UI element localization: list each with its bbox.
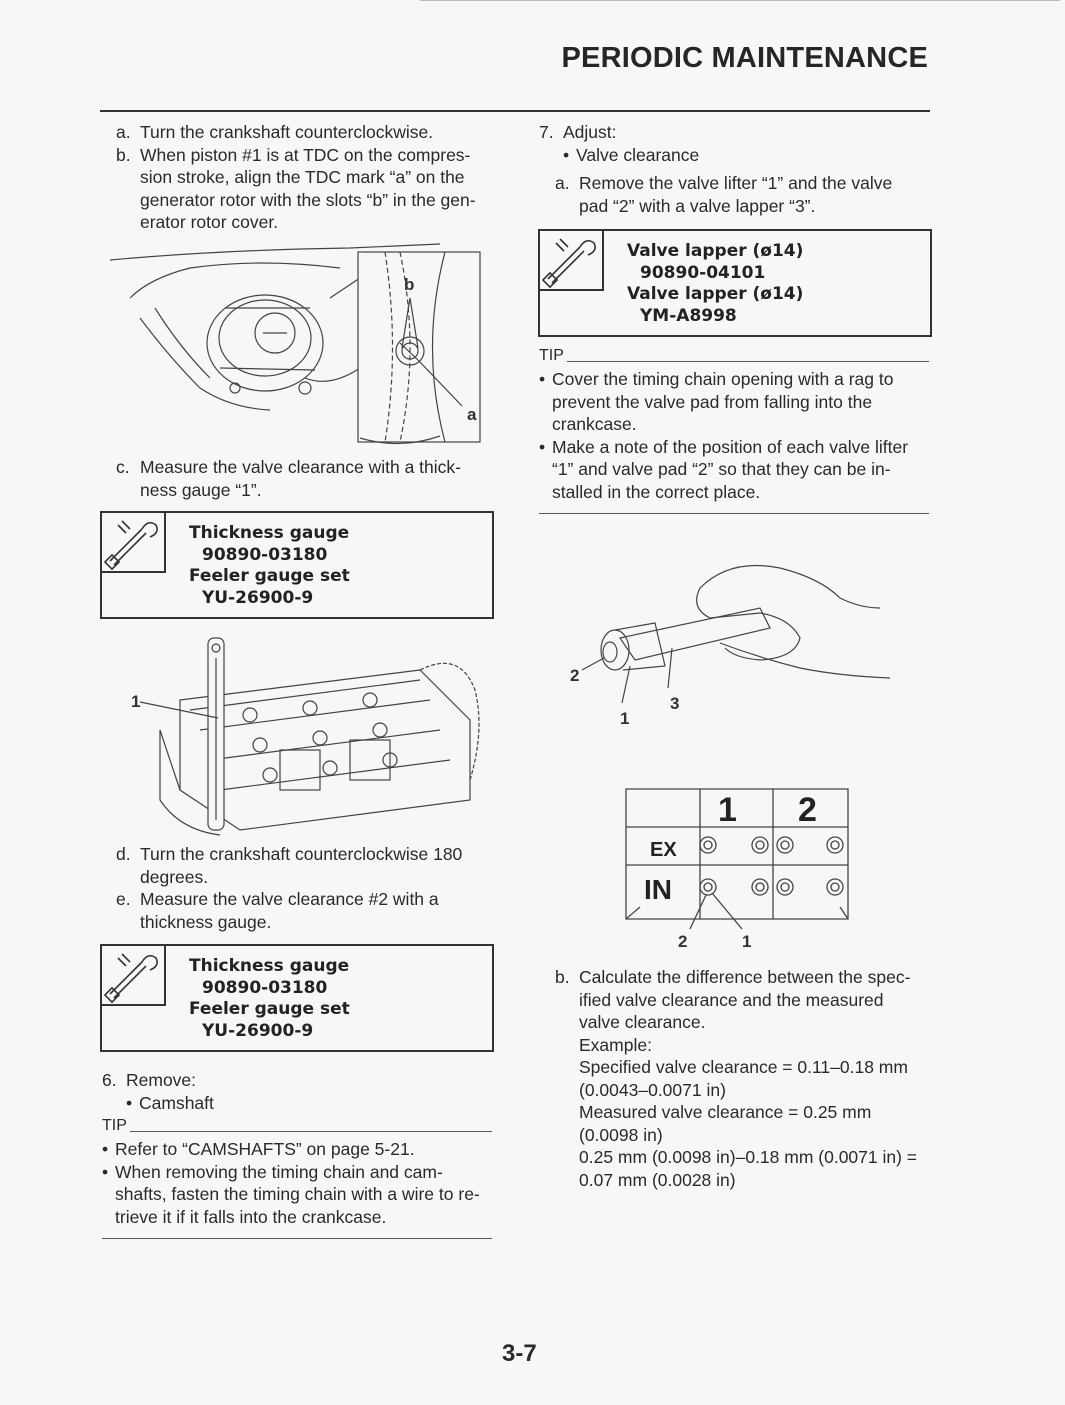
tool-name: Feeler gauge set bbox=[189, 566, 350, 586]
bullet-line: “1” and valve pad “2” so that they can be in- bbox=[552, 459, 891, 479]
bullet-line: When removing the timing chain and cam- bbox=[115, 1161, 443, 1182]
step-7-item bbox=[539, 121, 929, 166]
generator-rotor-figure bbox=[100, 238, 490, 460]
tip-bullets bbox=[539, 368, 929, 503]
step-7 bbox=[539, 121, 929, 166]
step-label: e. bbox=[116, 889, 131, 909]
fig1-label-a: a bbox=[467, 405, 477, 424]
step-line: thickness gauge. bbox=[140, 911, 272, 932]
tip-bullet bbox=[539, 436, 929, 504]
tool-number: YM-A8998 bbox=[640, 305, 737, 326]
step-line: pad “2” with a valve lapper “3”. bbox=[579, 195, 816, 216]
step-line: Measure the valve clearance #2 with a bbox=[140, 889, 439, 909]
step-line: erator rotor cover. bbox=[140, 212, 279, 232]
bullet-line: Make a note of the position of each valve lifter bbox=[552, 436, 909, 457]
fig2-label-1: 1 bbox=[131, 692, 141, 711]
page-title: PERIODIC MAINTENANCE bbox=[561, 42, 928, 74]
step-b-right bbox=[555, 966, 945, 1191]
steps-a-b bbox=[116, 121, 496, 234]
step-line: generator rotor with the slots “b” in the gen- bbox=[140, 189, 476, 210]
tip-end-rule bbox=[102, 1238, 492, 1239]
tip-heading: TIP bbox=[539, 347, 564, 364]
step-line: Calculate the difference between the spec- bbox=[579, 967, 911, 987]
step-line: Specified valve clearance = 0.11–0.18 mm bbox=[579, 1057, 908, 1077]
special-tool-box bbox=[538, 229, 932, 337]
step-line: Remove the valve lifter “1” and the valve bbox=[579, 173, 893, 193]
tip-bullets bbox=[102, 1138, 492, 1228]
bullet-dot: • bbox=[539, 369, 546, 389]
tip-section-right bbox=[539, 347, 929, 503]
step-line: Measure the valve clearance with a thick- bbox=[140, 457, 461, 477]
special-tool-icon bbox=[102, 946, 166, 1006]
step-label: 6. bbox=[102, 1070, 117, 1090]
special-tool-box bbox=[100, 511, 494, 619]
bullet-dot: • bbox=[126, 1092, 133, 1113]
tool-number: 90890-03180 bbox=[202, 977, 328, 998]
tool-lines bbox=[189, 523, 350, 609]
bullet-dot: • bbox=[102, 1161, 109, 1182]
step-a-item bbox=[555, 172, 935, 217]
tool-name: Valve lapper (ø14) bbox=[627, 241, 804, 261]
top-edge-line bbox=[420, 0, 1060, 1]
tool-number: 90890-03180 bbox=[202, 544, 328, 565]
step-label: c. bbox=[116, 457, 130, 477]
fig4-label-1: 1 bbox=[742, 932, 752, 951]
step-label: 7. bbox=[539, 122, 554, 142]
step-a-right bbox=[555, 172, 935, 217]
bullet-line: Refer to “CAMSHAFTS” on page 5-21. bbox=[115, 1139, 415, 1159]
tool-number: YU-26900-9 bbox=[202, 587, 314, 608]
bullet-line: Cover the timing chain opening with a rag to bbox=[552, 369, 894, 389]
bullet-dot: • bbox=[102, 1139, 109, 1159]
tip-bullet bbox=[539, 368, 929, 436]
step-line: ness gauge “1”. bbox=[140, 479, 262, 500]
step-line: When piston #1 is at TDC on the compres- bbox=[140, 144, 471, 165]
step-text: Remove: bbox=[126, 1070, 197, 1090]
step-text: Turn the crankshaft counterclockwise. bbox=[140, 122, 434, 142]
tip-bullet bbox=[102, 1161, 492, 1229]
cylinder-head-figure bbox=[120, 630, 490, 840]
step-6 bbox=[102, 1069, 492, 1114]
step-b bbox=[116, 144, 496, 234]
tip-bullet bbox=[102, 1138, 492, 1161]
tip-heading: TIP bbox=[102, 1117, 127, 1134]
bullet-line: prevent the valve pad from falling into the bbox=[552, 391, 873, 412]
step-line: Measured valve clearance = 0.25 mm bbox=[579, 1102, 872, 1122]
fig3-label-1: 1 bbox=[620, 709, 630, 728]
valve-lapper-figure bbox=[560, 548, 900, 738]
step-line: ified valve clearance and the measured bbox=[579, 989, 884, 1010]
step-line: (0.0098 in) bbox=[579, 1124, 663, 1145]
bullet-line: trieve it if it falls into the crankcase. bbox=[115, 1206, 387, 1227]
tip-rule bbox=[130, 1131, 492, 1132]
step-line: 0.25 mm (0.0098 in)–0.18 mm (0.0071 in) = bbox=[579, 1147, 918, 1167]
bullet-line: stalled in the correct place. bbox=[552, 481, 761, 502]
bullet-text: Valve clearance bbox=[576, 144, 700, 165]
bullet-dot: • bbox=[539, 436, 546, 457]
fig4-ex: EX bbox=[650, 839, 677, 861]
step-label: b. bbox=[555, 967, 570, 987]
tool-number: YU-26900-9 bbox=[202, 1020, 314, 1041]
step-label: b. bbox=[116, 144, 131, 165]
step-text: Adjust: bbox=[563, 122, 617, 142]
steps-d-e bbox=[116, 843, 496, 933]
step-line: sion stroke, align the TDC mark “a” on the bbox=[140, 167, 465, 187]
header-rule bbox=[100, 110, 930, 112]
tip-section-left bbox=[102, 1117, 492, 1228]
special-tool-icon bbox=[102, 513, 166, 573]
step-label: a. bbox=[555, 173, 570, 193]
step-d bbox=[116, 843, 496, 888]
bullet-text: Camshaft bbox=[139, 1092, 214, 1113]
bullet-line: crankcase. bbox=[552, 414, 637, 434]
fig4-in: IN bbox=[644, 874, 672, 905]
step-c bbox=[116, 456, 496, 501]
step-label: a. bbox=[116, 122, 131, 142]
step-line: valve clearance. bbox=[579, 1012, 706, 1032]
step-line: (0.0043–0.0071 in) bbox=[579, 1079, 726, 1100]
step-e bbox=[116, 888, 496, 933]
tool-lines bbox=[627, 241, 803, 327]
valve-position-figure bbox=[620, 783, 860, 953]
step-line: Turn the crankshaft counterclockwise 180 bbox=[140, 844, 463, 864]
tool-number: 90890-04101 bbox=[640, 262, 766, 283]
fig4-col-2: 2 bbox=[798, 791, 817, 829]
page-number: 3-7 bbox=[502, 1340, 537, 1367]
tip-rule bbox=[567, 361, 929, 362]
tool-name: Valve lapper (ø14) bbox=[627, 284, 804, 304]
step-label: d. bbox=[116, 844, 131, 864]
tool-name: Feeler gauge set bbox=[189, 999, 350, 1019]
step-bullet bbox=[126, 1092, 492, 1115]
step-bullet bbox=[563, 144, 929, 167]
step-line: 0.07 mm (0.0028 in) bbox=[579, 1169, 736, 1190]
fig3-label-2: 2 bbox=[570, 666, 580, 685]
tip-end-rule bbox=[539, 513, 929, 514]
bullet-line: shafts, fasten the timing chain with a wire to re- bbox=[115, 1184, 480, 1204]
tool-name: Thickness gauge bbox=[189, 523, 350, 543]
fig3-label-3: 3 bbox=[670, 694, 680, 713]
step-6-item bbox=[102, 1069, 492, 1114]
tool-lines bbox=[189, 956, 350, 1042]
step-line: degrees. bbox=[140, 866, 209, 887]
fig4-label-2: 2 bbox=[678, 932, 688, 951]
special-tool-box bbox=[100, 944, 494, 1052]
bullet-dot: • bbox=[563, 144, 570, 165]
step-line: Example: bbox=[579, 1034, 652, 1055]
step-c-item bbox=[116, 456, 496, 501]
special-tool-icon bbox=[540, 231, 604, 291]
step-a bbox=[116, 121, 496, 144]
step-b-item bbox=[555, 966, 945, 1191]
fig4-col-1: 1 bbox=[718, 791, 737, 829]
fig1-label-b: b bbox=[404, 275, 415, 294]
tool-name: Thickness gauge bbox=[189, 956, 350, 976]
